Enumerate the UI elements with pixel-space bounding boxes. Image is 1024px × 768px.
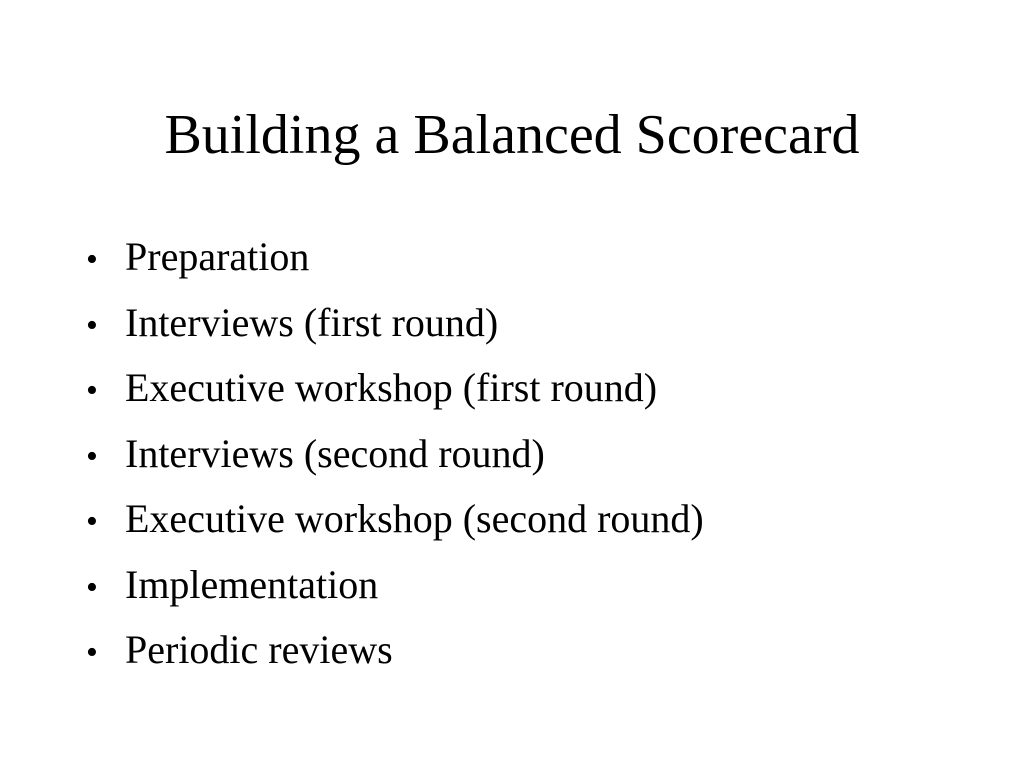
bullet-item (86, 231, 704, 297)
bullet-marker: • (86, 568, 98, 606)
bullet-item (86, 559, 704, 625)
bullet-text: Periodic reviews (125, 627, 393, 672)
bullet-marker: • (86, 437, 98, 475)
bullet-marker: • (86, 241, 98, 278)
bullet-marker: • (86, 306, 98, 344)
bullet-item (86, 493, 704, 559)
bullet-marker: • (86, 372, 98, 409)
bullet-marker: • (86, 503, 98, 540)
bullet-item (86, 362, 704, 428)
bullet-text: Executive workshop (second round) (125, 496, 704, 541)
bullet-item (86, 428, 704, 494)
bullet-item (86, 624, 704, 690)
bullet-text: Executive workshop (first round) (125, 365, 658, 410)
bullet-text: Preparation (125, 234, 310, 279)
bullet-text: Interviews (first round) (125, 299, 499, 345)
slide-title: Building a Balanced Scorecard (164, 104, 860, 166)
bullet-list (86, 231, 704, 690)
bullet-marker: • (86, 634, 98, 671)
bullet-item (86, 297, 704, 363)
bullet-text: Implementation (125, 561, 379, 607)
bullet-text: Interviews (second round) (125, 430, 545, 476)
